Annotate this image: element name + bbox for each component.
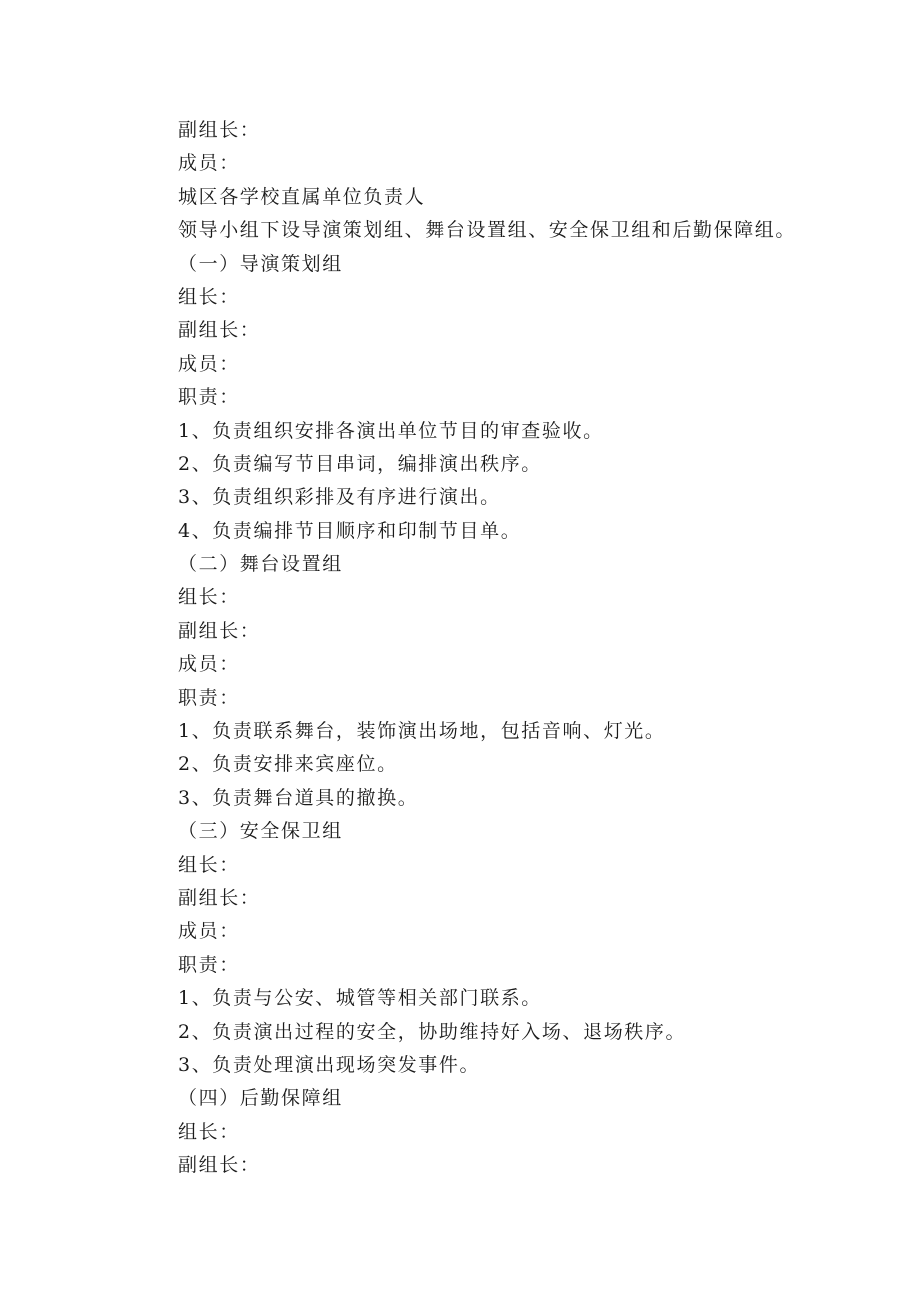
list-item: 1、负责组织安排各演出单位节目的审查验收。 <box>178 419 604 442</box>
text-line: 组长： <box>178 586 240 609</box>
list-item: 4、负责编排节目顺序和印制节目单。 <box>178 519 522 542</box>
text-line: 城区各学校直属单位负责人 <box>178 185 426 208</box>
text-line: 领导小组下设导演策划组、舞台设置组、安全保卫组和后勤保障组。 <box>178 219 797 242</box>
text-line: 成员： <box>178 920 240 943</box>
text-line: 副组长： <box>178 619 261 642</box>
list-item: 2、负责编写节目串词，编排演出秩序。 <box>178 452 542 475</box>
text-line: 成员： <box>178 352 240 375</box>
text-line: 成员： <box>178 152 240 175</box>
text-line: 副组长： <box>178 119 261 141</box>
list-item: 2、负责演出过程的安全，协助维持好入场、退场秩序。 <box>178 1020 687 1043</box>
text-line: 副组长： <box>178 1154 261 1177</box>
list-item: 1、负责与公安、城管等相关部门联系。 <box>178 987 542 1010</box>
text-line: 副组长： <box>178 886 261 909</box>
section-heading: （二）舞台设置组 <box>178 553 343 576</box>
text-line: 副组长： <box>178 319 261 342</box>
text-line: 成员： <box>178 653 240 676</box>
list-item: 3、负责组织彩排及有序进行演出。 <box>178 486 501 509</box>
list-item: 2、负责安排来宾座位。 <box>178 753 398 776</box>
section-heading: （四）后勤保障组 <box>178 1087 343 1110</box>
text-line: 职责： <box>178 953 240 976</box>
document-body <box>178 114 878 1183</box>
text-line: 组长： <box>178 853 240 876</box>
text-line: 组长： <box>178 285 240 308</box>
text-line: 组长： <box>178 1120 240 1143</box>
section-heading: （三）安全保卫组 <box>178 820 343 843</box>
section-heading: （一）导演策划组 <box>178 252 343 275</box>
list-item: 1、负责联系舞台，装饰演出场地，包括音响、灯光。 <box>178 720 666 743</box>
list-item: 3、负责舞台道具的撤换。 <box>178 786 419 809</box>
list-item: 3、负责处理演出现场突发事件。 <box>178 1053 481 1076</box>
text-line: 职责： <box>178 686 240 709</box>
text-line: 职责： <box>178 386 240 409</box>
